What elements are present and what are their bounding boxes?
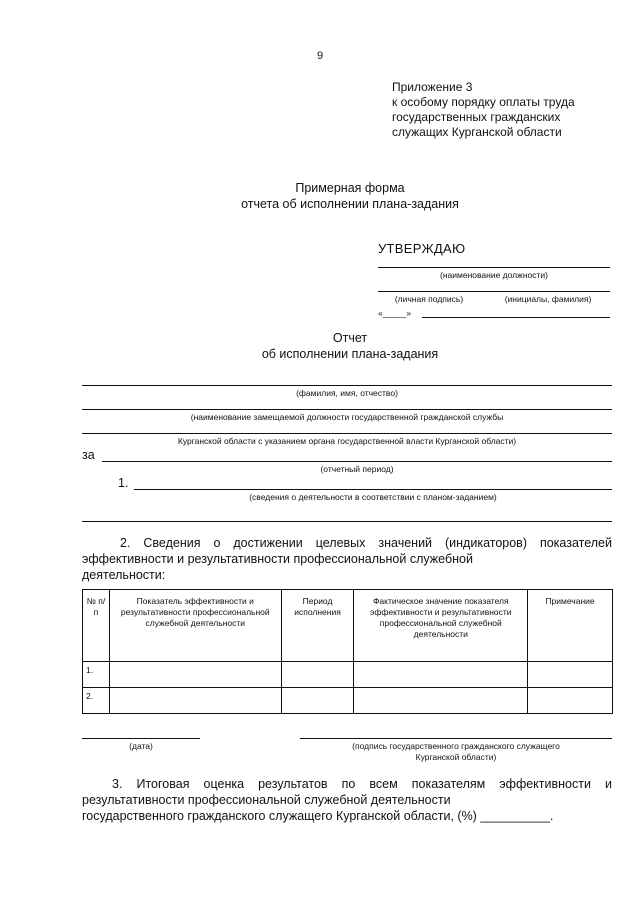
- position-name-caption-2: Курганской области с указанием органа государственной власти Курганской области): [177, 436, 517, 446]
- row-2-actual: [354, 688, 528, 714]
- position-name-caption-1: (наименование замещаемой должности государственной гражданской службы: [190, 412, 504, 422]
- header-period: Период исполнения: [281, 590, 354, 662]
- appendix-line-2: к особому порядку оплаты труда: [392, 95, 575, 109]
- row-2-period: [281, 688, 354, 714]
- form-title-line-1: Примерная форма: [295, 181, 405, 195]
- header-indicator: Показатель эффективности и результативности профессиональной служебной деятельности: [109, 590, 281, 662]
- signature-line: [378, 291, 610, 292]
- employee-signature-caption-2: Курганской области): [415, 752, 497, 762]
- approval-heading: УТВЕРЖДАЮ: [378, 241, 466, 256]
- section-3-line-2: государственного гражданского служащего Курганской области, (%) __________.: [82, 809, 554, 823]
- row-1-period: [281, 662, 354, 688]
- period-caption: (отчетный период): [320, 464, 394, 474]
- activity-line: [134, 489, 612, 490]
- table-row: [83, 688, 613, 714]
- section-2-line-2: деятельности:: [82, 568, 166, 582]
- signature-caption: (личная подпись): [394, 294, 464, 304]
- header-actual: Фактическое значение показателя эффективности и результативности профессиональной служебной деятельности: [354, 590, 528, 662]
- appendix-line-3: государственных гражданских: [392, 110, 561, 124]
- row-1-indicator: [109, 662, 281, 688]
- item-1-number: 1.: [118, 476, 129, 490]
- initials-caption: (инициалы, фамилия): [504, 294, 592, 304]
- fio-line: [82, 385, 612, 386]
- form-title-line-2: отчета об исполнении плана-задания: [241, 197, 459, 211]
- report-title-line-2: об исполнении плана-задания: [261, 347, 439, 361]
- appendix-header: [392, 80, 575, 140]
- section-3-text: [82, 776, 612, 824]
- appendix-line-4: служащих Курганской области: [392, 125, 562, 139]
- header-note: Примечание: [528, 590, 613, 662]
- header-num: № п/п: [83, 590, 110, 662]
- report-title-line-1: Отчет: [332, 331, 368, 345]
- row-1-actual: [354, 662, 528, 688]
- section-2-text: [82, 535, 612, 583]
- report-title: [0, 330, 640, 362]
- form-title: [0, 180, 640, 212]
- authority-line: [82, 433, 612, 434]
- row-2-note: [528, 688, 613, 714]
- date-sign-line: [82, 738, 200, 739]
- fio-caption: (фамилия, имя, отчество): [296, 388, 398, 398]
- period-prefix: за: [82, 448, 95, 462]
- position-caption: (наименование должности): [440, 270, 548, 280]
- activity-caption: (сведения о деятельности в соответствии с планом-заданием): [249, 492, 497, 502]
- row-1-note: [528, 662, 613, 688]
- row-2-indicator: [109, 688, 281, 714]
- page-number: 9: [316, 50, 324, 62]
- section-2-line-1: 2. Сведения о достижении целевых значений (индикаторов) показателей эффективности и результативности профессиональной служебной: [82, 536, 612, 566]
- position-name-line: [82, 409, 612, 410]
- section-3-line-1: 3. Итоговая оценка результатов по всем показателям эффективности и результативности профессиональной служебной деятельности: [82, 777, 612, 807]
- row-2-num: 2.: [83, 688, 110, 714]
- table-row: [83, 662, 613, 688]
- employee-signature-line: [300, 738, 612, 739]
- date-line: [422, 317, 610, 318]
- position-line: [378, 267, 610, 268]
- date-sign-caption: (дата): [129, 741, 153, 751]
- appendix-line-1: Приложение 3: [392, 80, 473, 94]
- activity-line-2: [82, 521, 612, 522]
- date-marks: «_____»: [378, 308, 412, 318]
- indicators-table: [82, 589, 613, 714]
- employee-signature-caption-1: (подпись государственного гражданского служащего: [352, 741, 560, 751]
- row-1-num: 1.: [83, 662, 110, 688]
- period-line: [102, 461, 612, 462]
